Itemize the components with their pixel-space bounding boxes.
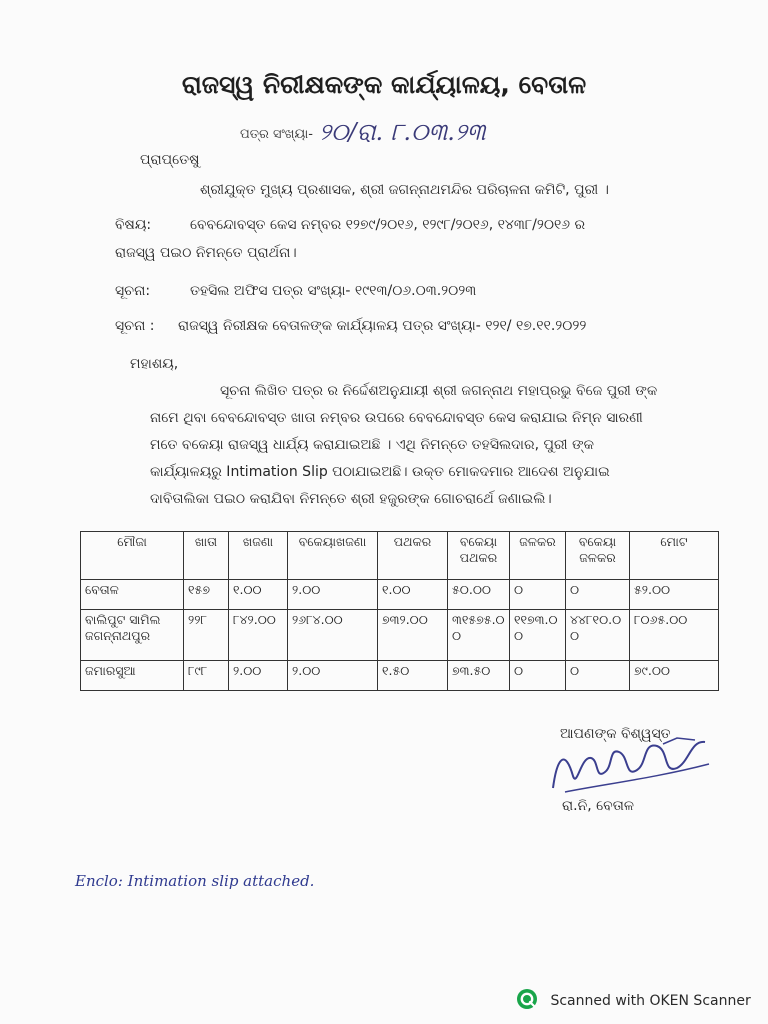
table-cell: ୦	[566, 661, 630, 691]
closing-text: ଆପଣଙ୍କ ବିଶ୍ୱସ୍ତ	[560, 726, 671, 742]
table-cell: ବାଲିପୁଟ ସାମିଲ ଜଗନ୍ନାଥପୁର	[81, 610, 184, 661]
page-title: ରାଜସ୍ୱ ନିରୀକ୍ଷକଙ୍କ କାର୍ଯ୍ୟାଳୟ, ବେତାଳ	[181, 70, 587, 99]
table-header-cell: ଜଳକର	[510, 532, 566, 580]
table-header-cell: ମୋଟ	[630, 532, 719, 580]
table-header-cell: ବକେୟାଖଜଣା	[288, 532, 378, 580]
addressee-name: ଶ୍ରୀଯୁକ୍ତ ମୁଖ୍ୟ ପ୍ରଶାସକ, ଶ୍ରୀ ଜଗନ୍ନାଥମନ୍ଦିର ପରିଚାଳନା କମିଟି, ପୁରୀ ।	[200, 182, 609, 198]
table-header-cell: ମୌଜା	[81, 532, 184, 580]
scanner-watermark	[516, 988, 751, 1014]
table-cell: ୨୬୮୪.୦୦	[288, 610, 378, 661]
table-cell: ୨୨୮	[184, 610, 229, 661]
body-paragraph	[150, 378, 658, 513]
subject-label: ବିଷୟ:	[115, 217, 152, 233]
table-cell: ଜମାରସୁଆ	[81, 661, 184, 691]
subject-line-1: ବେବନ୍ଦୋବସ୍ତ କେସ ନମ୍ବର ୧୨୭୯/୨୦୧୬, ୧୨୯୮/୨୦୧୬, ୧୪୩୮/୨୦୧୬ ର	[190, 217, 586, 233]
table-cell: ୭୩୨.୦୦	[378, 610, 448, 661]
table-row	[81, 610, 719, 661]
table-cell: ୪୪୮୧୦.୦୦	[566, 610, 630, 661]
table-cell: ୦	[510, 580, 566, 610]
enclosure-note: Enclo: Intimation slip attached.	[75, 872, 315, 890]
table-cell: ୧୧୭୩.୦୦	[510, 610, 566, 661]
reference2-label: ସୂଚନା :	[115, 318, 155, 334]
table-cell: ୮୦୬୫.୦୦	[630, 610, 719, 661]
table-cell: ୮୯୮	[184, 661, 229, 691]
reference1-label: ସୂଚନା:	[115, 283, 151, 299]
addressee-label: ପ୍ରାପ୍ତେଷୁ	[140, 152, 200, 168]
body-line: ମତେ ବକେୟା ରାଜସ୍ୱ ଧାର୍ଯ୍ୟ କରାଯାଇଅଛି । ଏଥି ନିମନ୍ତେ ତହସିଲଦାର, ପୁରୀ ଙ୍କ	[150, 437, 594, 453]
oken-scanner-icon	[516, 988, 538, 1014]
table-cell: ୧.୦୦	[229, 580, 288, 610]
reference-number: ୨୦/ରା. ୮.୦୩.୨୩	[319, 118, 486, 146]
table-cell: ୮୪୨.୦୦	[229, 610, 288, 661]
table-cell: ୫୦.୦୦	[448, 580, 510, 610]
revenue-table	[80, 531, 719, 691]
table-header-cell: ବକେୟା ଜଳକର	[566, 532, 630, 580]
letter-reference	[240, 118, 486, 146]
subject-line-2: ରାଜସ୍ୱ ପଇଠ ନିମନ୍ତେ ପ୍ରାର୍ଥନା।	[115, 245, 297, 261]
body-line: କାର୍ଯ୍ୟାଳୟରୁ Intimation Slip ପଠାଯାଇଅଛି। ଉକ୍ତ ମୋକଦମାର ଆଦେଶ ଅନୁଯାଇ	[150, 464, 610, 480]
table-header-cell: ଖଜଣା	[229, 532, 288, 580]
table-header-cell: ବକେୟା ପଥକର	[448, 532, 510, 580]
table-cell: ୧.୦୦	[378, 580, 448, 610]
table-cell: ୭୯.୦୦	[630, 661, 719, 691]
table-cell: ୨.୦୦	[288, 580, 378, 610]
table-row	[81, 580, 719, 610]
scanner-label: Scanned with OKEN Scanner	[550, 993, 751, 1009]
table-header-cell: ଖାତା	[184, 532, 229, 580]
body-line: ସୂଚନା ଲିଖିତ ପତ୍ର ର ନିର୍ଦ୍ଦେଶଅନୁଯାୟୀ ଶ୍ରୀ ଜଗନ୍ନାଥ ମହାପ୍ରଭୁ ବିଜେ ପୁରୀ ଙ୍କ	[220, 383, 658, 399]
table-header-row	[81, 532, 719, 580]
table-cell: ୧୫୭	[184, 580, 229, 610]
table-row	[81, 661, 719, 691]
handwritten-signature	[545, 728, 715, 802]
table-cell: ୭୩.୫୦	[448, 661, 510, 691]
salutation: ମହାଶୟ,	[130, 356, 179, 372]
table-cell: ୫୨.୦୦	[630, 580, 719, 610]
table-cell: ୨.୦୦	[288, 661, 378, 691]
table-cell: ୦	[566, 580, 630, 610]
reference1-text: ତହସିଲ ଅଫିସ ପତ୍ର ସଂଖ୍ୟା- ୧୯୧୩/୦୬.୦୩.୨୦୨୩	[190, 283, 477, 299]
table-cell: ୧.୫୦	[378, 661, 448, 691]
table-cell: ବେତାଳ	[81, 580, 184, 610]
body-line: ନାମେ ଥିବା ବେବନ୍ଦୋବସ୍ତ ଖାତା ନମ୍ବର ଉପରେ ବେବନ୍ଦୋବସ୍ତ କେସ କରାଯାଇ ନିମ୍ନ ସାରଣୀ	[150, 410, 643, 426]
body-line: ଦାବିତାଲିକା ପଇଠ କରାଯିବା ନିମନ୍ତେ ଶ୍ରୀ ହଜୁରଙ୍କ ଗୋଚରାର୍ଥେ ଜଣାଇଲି।	[150, 491, 552, 507]
reference2-text: ରାଜସ୍ୱ ନିରୀକ୍ଷକ ବେତାଳଙ୍କ କାର୍ଯ୍ୟାଳୟ ପତ୍ର ସଂଖ୍ୟା- ୧୨୧/ ୧୭.୧୧.୨୦୨୨	[178, 318, 587, 334]
table-header-cell: ପଥକର	[378, 532, 448, 580]
table-cell: ୩୧୫୭୫.୦୦	[448, 610, 510, 661]
table-cell: ୨.୦୦	[229, 661, 288, 691]
table-cell: ୦	[510, 661, 566, 691]
reference-label: ପତ୍ର ସଂଖ୍ୟା-	[240, 127, 313, 142]
designation: ରା.ନି, ବେତାଳ	[562, 798, 634, 814]
